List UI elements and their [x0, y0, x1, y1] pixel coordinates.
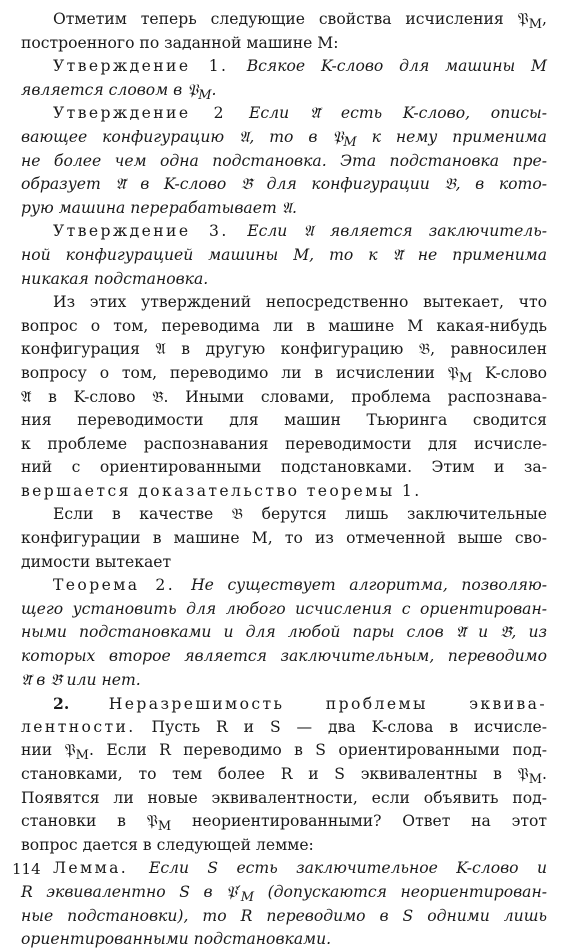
- text-line: вопросу о том, переводимо ли в исчислении 𝔓$_M$ K-слово: [21, 363, 547, 387]
- text-line: вопрос о том, переводима ли в машине M какая-нибудь: [21, 316, 547, 335]
- text-line: рую машина перерабатывает 𝔄.: [21, 198, 297, 217]
- section-2-heading: 2. Неразрешимость проблемы эквива-: [53, 694, 547, 714]
- text-line: вершается доказательство теоремы 1.: [21, 481, 422, 500]
- statement-1-heading: Утверждение 1. Всякое K-слово для машины M: [53, 57, 547, 76]
- text-line: ными подстановками и для любой пары слов 𝔄̃ и 𝔅̃, из: [21, 623, 547, 642]
- statement-2-heading: Утверждение 2 Если 𝔄̃ есть K-слово, описы-: [53, 104, 547, 123]
- text-line: никакая подстановка.: [21, 269, 209, 288]
- text-line: построенного по заданной машине M:: [21, 33, 339, 52]
- text-line: конфигурации в машине M, то из отмеченной выше сво-: [21, 529, 547, 548]
- text-line: является словом в 𝔓$_M$.: [21, 80, 217, 103]
- text-line: димости вытекает: [21, 552, 172, 571]
- theorem-2-heading: Теорема 2. Не существует алгоритма, позволяю-: [53, 576, 547, 595]
- text-line: ний с ориентированными подстановками. Этим и за-: [21, 458, 547, 477]
- text-line: вающее конфигурацию 𝔄, то в 𝔓$_M$ к нему применима: [21, 127, 547, 151]
- text-line: R эквивалентно S в $𝔓'_M$ (допускаются неориентирован-: [21, 882, 547, 906]
- text-line: ния переводимости для машин Тьюринга сводится: [21, 411, 547, 430]
- text-line: образует 𝔄̃ в K-слово 𝔅̃ для конфигурации 𝔅, в кото-: [21, 175, 547, 194]
- text-line: ные подстановки), то R переводимо в S одними лишь: [21, 906, 547, 925]
- lemma-heading: Лемма. Если S есть заключительное K-слово и: [53, 859, 547, 878]
- page-body: [21, 8, 547, 952]
- text-line: Отметим теперь следующие свойства исчисления 𝔓$_M$,: [53, 10, 547, 33]
- text-line: к проблеме распознавания переводимости для исчисле-: [21, 434, 547, 453]
- text-line: ной конфигурацией машины M, то к 𝔄̃ не применима: [21, 245, 547, 264]
- text-line: не более чем одна подстановка. Эта подстановка пре-: [21, 151, 547, 170]
- text-line: становки в 𝔓$_M$ неориентированными? Ответ на этот: [21, 812, 548, 835]
- statement-3-heading: Утверждение 3. Если 𝔄 является заключитель-: [53, 222, 547, 241]
- text-line: конфигурация 𝔄 в другую конфигурацию 𝔅, равносилен: [21, 340, 547, 359]
- text-line: которых второе является заключительным, переводимо: [21, 647, 547, 666]
- text-line: становками, то тем более R и S эквивалентны в 𝔓$_M$.: [21, 765, 547, 788]
- text-line: ориентированными подстановками.: [21, 930, 332, 949]
- text-line: Появятся ли новые эквивалентности, если объявить под-: [21, 788, 547, 807]
- text-line: щего установить для любого исчисления с ориентирован-: [21, 599, 547, 618]
- text-line: 𝔄̃ в K-слово 𝔅̃. Иными словами, проблема распознава-: [21, 387, 547, 406]
- text-line: Из этих утверждений непосредственно вытекает, что: [53, 293, 547, 312]
- text-line: Если в качестве 𝔅 берутся лишь заключительные: [53, 505, 547, 524]
- text-line: 𝔄̃ в 𝔅̃ или нет.: [21, 670, 141, 689]
- text-line: нии 𝔓$_M$. Если R переводимо в S ориентированными под-: [21, 741, 547, 764]
- text-line: вопрос дается в следующей лемме:: [21, 835, 314, 854]
- text-line: лентности. Пусть R и S — два K-слова в исчисле-: [21, 717, 547, 736]
- page-number: 114: [12, 860, 41, 878]
